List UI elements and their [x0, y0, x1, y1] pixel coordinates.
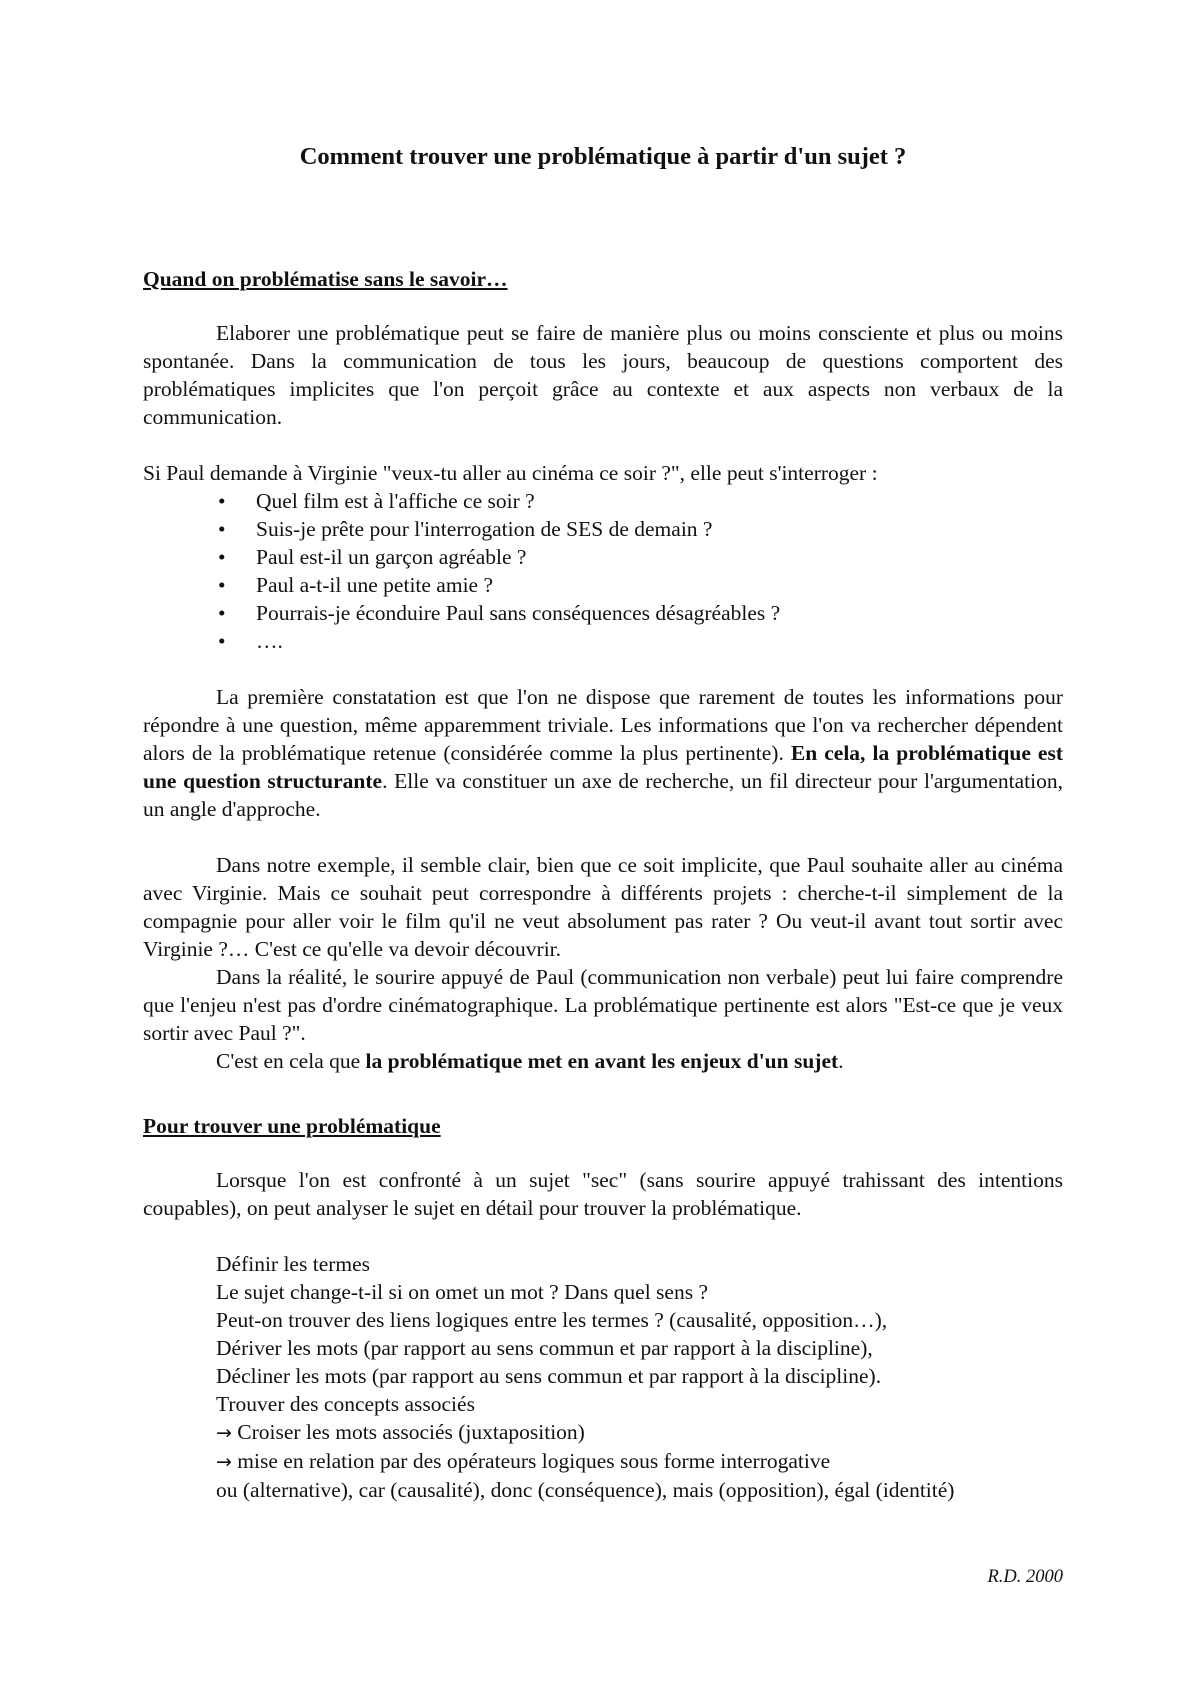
bullet-icon: • — [218, 573, 226, 597]
list-item: Dériver les mots (par rapport au sens commun et par rapport à la discipline), — [216, 1336, 873, 1360]
list-item: • Suis-je prête pour l'interrogation de SES de demain ? — [218, 517, 713, 541]
bullet-icon: • — [218, 545, 226, 569]
list-item: • Paul est-il un garçon agréable ? — [218, 545, 527, 569]
arrow-right-icon: → — [216, 1451, 232, 1473]
page-title: Comment trouver une problématique à partir d'un sujet ? — [299, 143, 907, 170]
list-item: → Croiser les mots associés (juxtaposition) — [216, 1420, 585, 1444]
list-item: → mise en relation par des opérateurs logiques sous forme interrogative — [216, 1449, 831, 1473]
question-list — [143, 487, 1063, 655]
paragraph: Dans notre exemple, il semble clair, bien que ce soit implicite, que Paul souhaite aller au cinéma avec Virginie. Mais ce souhait peut correspondre à différents projets : cherche-t-il simplement de la compagnie pour aller voir le film qu'il ne veut absolument pas rater ? Ou veut-il avant tout sortir avec Virginie ?… C'est ce qu'elle va devoir découvrir. — [143, 853, 1063, 961]
emphasis: En cela, la problématique est une question structurante — [143, 741, 1063, 793]
document-page — [143, 0, 1063, 1698]
section-heading: Pour trouver une problématique — [143, 1114, 441, 1138]
list-item: • Paul a-t-il une petite amie ? — [218, 573, 494, 597]
list-item: ou (alternative), car (causalité), donc (conséquence), mais (opposition), égal (identité) — [216, 1478, 955, 1502]
bullet-icon: • — [218, 517, 226, 541]
list-item: Définir les termes — [216, 1252, 371, 1276]
paragraph: C'est en cela que la problématique met en avant les enjeux d'un sujet. — [216, 1049, 844, 1073]
paragraph: Dans la réalité, le sourire appuyé de Paul (communication non verbale) peut lui faire comprendre que l'enjeu n'est pas d'ordre cinématographique. La problématique pertinente est alors "Est-ce que je veux sortir avec Paul ?". — [143, 965, 1063, 1045]
section-pour-trouver — [143, 1112, 1063, 1504]
paragraph: Lorsque l'on est confronté à un sujet "sec" (sans sourire appuyé trahissant des intentions coupables), on peut analyser le sujet en détail pour trouver la problématique. — [143, 1168, 1063, 1220]
list-item: Peut-on trouver des liens logiques entre les termes ? (causalité, opposition…), — [216, 1308, 888, 1332]
section-quand-on-problematise — [143, 265, 1063, 1075]
paragraph: Elaborer une problématique peut se faire de manière plus ou moins consciente et plus ou moins spontanée. Dans la communication de tous les jours, beaucoup de questions comportent des problématiques implicites que l'on perçoit grâce au contexte et aux aspects non verbaux de la communication. — [143, 321, 1063, 429]
bullet-icon: • — [218, 629, 226, 653]
list-item: • …. — [218, 629, 283, 653]
analysis-steps — [143, 1250, 1063, 1504]
section-heading: Quand on problématise sans le savoir… — [143, 267, 508, 291]
list-item: Le sujet change-t-il si on omet un mot ? Dans quel sens ? — [216, 1280, 708, 1304]
bullet-icon: • — [218, 489, 226, 513]
paragraph: La première constatation est que l'on ne dispose que rarement de toutes les informations pour répondre à une question, même apparemment triviale. Les informations que l'on va rechercher dépendent alors de la problématique retenue (considérée comme la plus pertinente). En cela, la problématique est une question structurante. Elle va constituer un axe de recherche, un fil directeur pour l'argumentation, un angle d'approche. — [143, 685, 1063, 821]
list-item: Trouver des concepts associés — [216, 1392, 475, 1416]
list-item: Décliner les mots (par rapport au sens commun et par rapport à la discipline). — [216, 1364, 882, 1388]
arrow-right-icon: → — [216, 1422, 232, 1444]
emphasis: la problématique met en avant les enjeux d'un sujet — [365, 1049, 839, 1073]
paragraph-intro: Si Paul demande à Virginie "veux-tu aller au cinéma ce soir ?", elle peut s'interroger : — [143, 461, 878, 485]
list-item: • Pourrais-je éconduire Paul sans conséquences désagréables ? — [218, 601, 781, 625]
list-item: • Quel film est à l'affiche ce soir ? — [218, 489, 535, 513]
bullet-icon: • — [218, 601, 226, 625]
signature: R.D. 2000 — [987, 1567, 1063, 1587]
